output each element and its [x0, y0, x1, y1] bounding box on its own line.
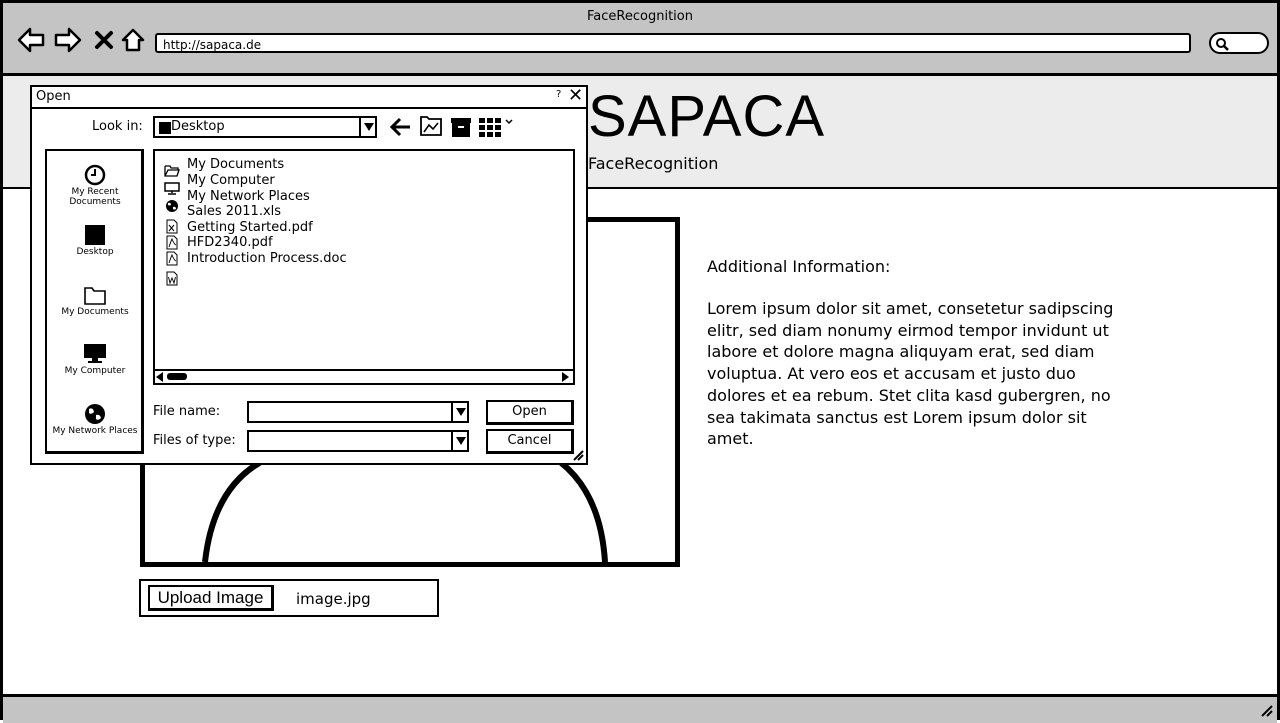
selected-filename: image.jpg [296, 590, 371, 608]
excel-file-icon [164, 219, 180, 233]
file-type-label: Files of type: [153, 433, 236, 448]
home-icon[interactable] [118, 25, 148, 55]
file-item-introduction-doc[interactable]: Introduction Process.doc [187, 251, 347, 266]
close-icon[interactable]: ✕ [568, 85, 584, 106]
desktop-icon [47, 223, 143, 247]
open-file-dialog [30, 85, 588, 465]
chevron-down-icon[interactable] [451, 403, 469, 421]
place-my-computer[interactable] [47, 342, 143, 376]
place-desktop[interactable] [47, 223, 143, 257]
open-button[interactable]: Open [486, 400, 574, 425]
new-folder-icon[interactable] [450, 116, 472, 138]
pdf-file-icon [164, 251, 180, 265]
info-body: Lorem ipsum dolor sit amet, consetetur sadipscing elitr, sed diam nonumy eirmod tempor invidunt ut labore et dolore magna aliquyam erat, sed diam voluptua. At vero eos et accusam et justo duo dolores et ea rebum. Stet clita kasd gubergren, no sea takimata sanctus est Lorem ipsum dolor sit amet. [707, 299, 1114, 449]
info-heading: Additional Information: [707, 257, 891, 276]
dialog-titlebar [32, 87, 586, 109]
cancel-button[interactable]: Cancel [486, 429, 574, 454]
places-sidebar [45, 149, 144, 454]
address-bar[interactable]: http://sapaca.de [155, 33, 1191, 53]
place-recent-documents[interactable] [47, 163, 143, 207]
file-item-getting-started-pdf[interactable]: Getting Started.pdf [187, 220, 313, 235]
status-bar [3, 694, 1277, 723]
back-arrow-icon[interactable] [389, 117, 411, 137]
place-label: My Recent Documents [69, 187, 121, 207]
stop-icon[interactable] [89, 25, 119, 55]
desktop-icon [159, 122, 171, 134]
file-item-sales-xls[interactable]: Sales 2011.xls [187, 204, 282, 219]
place-my-documents[interactable] [47, 283, 143, 317]
horizontal-scrollbar[interactable] [155, 369, 573, 383]
search-icon [1215, 37, 1229, 51]
look-in-label: Look in: [92, 119, 143, 134]
scroll-left-icon[interactable] [156, 372, 164, 382]
file-item-my-documents[interactable]: My Documents [187, 157, 285, 172]
scroll-right-icon[interactable] [561, 372, 569, 382]
place-label: Desktop [76, 247, 114, 257]
upload-image-button[interactable]: Upload Image [148, 585, 274, 611]
file-type-combo[interactable] [247, 430, 469, 452]
file-item-my-computer[interactable]: My Computer [187, 173, 275, 188]
globe-icon [47, 402, 143, 426]
forward-icon[interactable] [53, 25, 83, 55]
upload-panel [139, 579, 439, 617]
resize-grip-icon[interactable] [572, 449, 584, 461]
site-subtitle: FaceRecognition [588, 154, 719, 173]
help-icon[interactable]: ? [556, 89, 562, 100]
view-menu-icon[interactable] [479, 116, 513, 138]
scrollbar-thumb[interactable] [167, 373, 187, 380]
dialog-title: Open [36, 89, 71, 104]
browser-toolbar [3, 3, 1277, 76]
folder-icon [47, 283, 143, 307]
word-file-icon [164, 271, 180, 285]
place-label: My Computer [64, 366, 126, 376]
place-label: My Documents [61, 307, 129, 317]
computer-icon [47, 342, 143, 366]
site-logo: SAPACA [588, 84, 826, 149]
file-list [153, 149, 575, 385]
globe-icon [164, 199, 180, 213]
clock-icon [47, 163, 143, 187]
search-field[interactable] [1209, 32, 1269, 54]
open-folder-icon [164, 163, 180, 177]
look-in-select[interactable] [153, 116, 377, 138]
back-icon[interactable] [16, 25, 46, 55]
window-title: FaceRecognition [587, 9, 693, 24]
pdf-file-icon [164, 235, 180, 249]
look-in-value: Desktop [171, 119, 225, 134]
file-name-combo[interactable] [247, 401, 469, 423]
place-label: My Network Places [52, 426, 138, 436]
file-name-label: File name: [153, 404, 221, 419]
resize-grip-icon[interactable] [1259, 703, 1273, 717]
computer-icon [164, 181, 180, 195]
file-item-hfd2340-pdf[interactable]: HFD2340.pdf [187, 235, 273, 250]
file-item-network-places[interactable]: My Network Places [187, 189, 310, 204]
up-folder-icon[interactable] [419, 115, 443, 137]
chevron-down-icon[interactable] [451, 432, 469, 450]
chevron-down-icon[interactable] [359, 118, 377, 136]
place-network-places[interactable] [47, 402, 143, 436]
